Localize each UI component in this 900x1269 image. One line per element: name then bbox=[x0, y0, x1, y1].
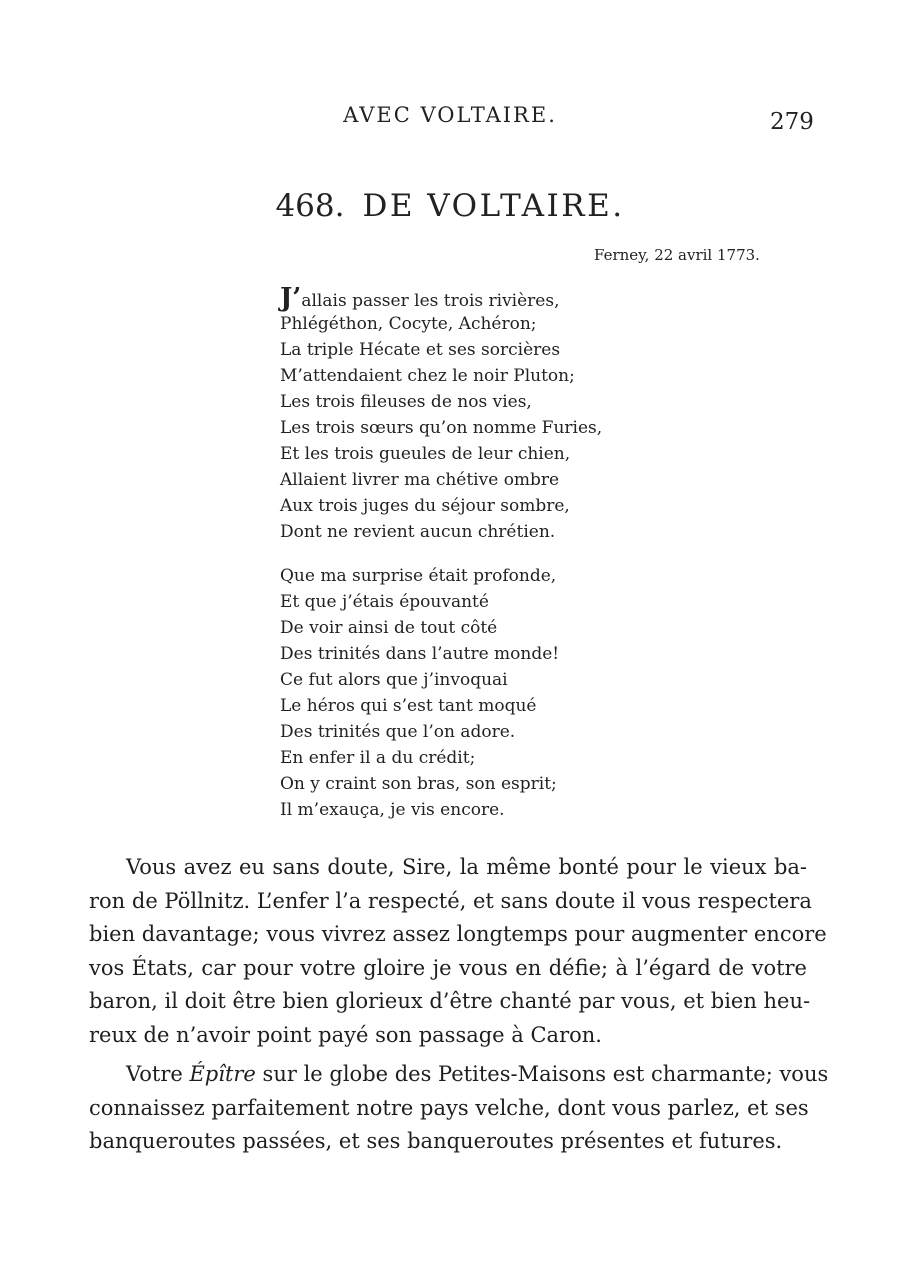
text-line: vos États, car pour votre gloire je vous en défie; à l’égard de votre bbox=[89, 955, 807, 980]
verse-line: Aux trois juges du séjour sombre, bbox=[280, 496, 570, 516]
verse-line: Et que j’étais épouvanté bbox=[280, 592, 489, 612]
verse-line: On y craint son bras, son esprit; bbox=[280, 774, 557, 794]
verse-line: La triple Hécate et ses sorcières bbox=[280, 340, 561, 360]
text-run: sur le globe des Petites-Maisons est charmante; vous bbox=[255, 1062, 829, 1086]
text-line: reux de n’avoir point payé son passage à Caron. bbox=[89, 1022, 602, 1047]
verse-line: Le héros qui s’est tant moqué bbox=[280, 696, 537, 716]
text-line: banqueroutes passées, et ses banqueroutes présentes et futures. bbox=[89, 1129, 783, 1153]
italic-title: Épître bbox=[189, 1062, 256, 1086]
text-run: Votre bbox=[126, 1062, 190, 1086]
verse-line: Phlégéthon, Cocyte, Achéron; bbox=[280, 314, 537, 334]
verse-line: Allaient livrer ma chétive ombre bbox=[280, 470, 560, 490]
verse-line: En enfer il a du crédit; bbox=[280, 748, 476, 768]
text-line: baron, il doit être bien glorieux d’être chanté par vous, et bien heu- bbox=[89, 989, 811, 1013]
letter-title: DE VOLTAIRE. bbox=[362, 188, 625, 224]
verse-line: Et les trois gueules de leur chien, bbox=[280, 444, 571, 464]
text-line: Vous avez eu sans doute, Sire, la même bonté pour le vieux ba- bbox=[126, 855, 807, 879]
text-line: connaissez parfaitement notre pays velche, dont vous parlez, et ses bbox=[89, 1095, 809, 1120]
text-line bbox=[89, 1058, 829, 1092]
verse-line: Il m’exauça, je vis encore. bbox=[280, 800, 505, 820]
verse-line: M’attendaient chez le noir Pluton; bbox=[280, 366, 575, 386]
verse-line: Ce fut alors que j’invoquai bbox=[280, 670, 508, 690]
verse-line: J’allais passer les trois rivières, bbox=[280, 283, 560, 313]
stanza-1 bbox=[280, 285, 700, 545]
letter-heading bbox=[0, 188, 900, 224]
verse-line: Les trois sœurs qu’on nomme Furies, bbox=[280, 418, 603, 438]
verse-line: Des trinités dans l’autre monde! bbox=[280, 644, 560, 664]
paragraph-1 bbox=[89, 851, 827, 1052]
verse-line: Que ma surprise était profonde, bbox=[280, 566, 557, 586]
verse-line: De voir ainsi de tout côté bbox=[280, 618, 498, 638]
paragraph-2 bbox=[89, 1058, 829, 1159]
verse-line: Des trinités que l’on adore. bbox=[280, 722, 516, 742]
text-line: bien davantage; vous vivrez assez longtemps pour augmenter encore bbox=[89, 922, 827, 946]
prose-body bbox=[89, 851, 829, 1159]
text-line: ron de Pöllnitz. L’enfer l’a respecté, et sans doute il vous respectera bbox=[89, 888, 812, 913]
verse-line: Dont ne revient aucun chrétien. bbox=[280, 522, 556, 542]
page-number: 279 bbox=[770, 109, 814, 135]
poem bbox=[280, 285, 700, 823]
letter-number: 468. bbox=[275, 188, 345, 224]
dateline: Ferney, 22 avril 1773. bbox=[594, 246, 760, 264]
verse-line: Les trois fileuses de nos vies, bbox=[280, 392, 532, 412]
stanza-2 bbox=[280, 563, 700, 823]
running-head: AVEC VOLTAIRE. bbox=[343, 103, 557, 127]
